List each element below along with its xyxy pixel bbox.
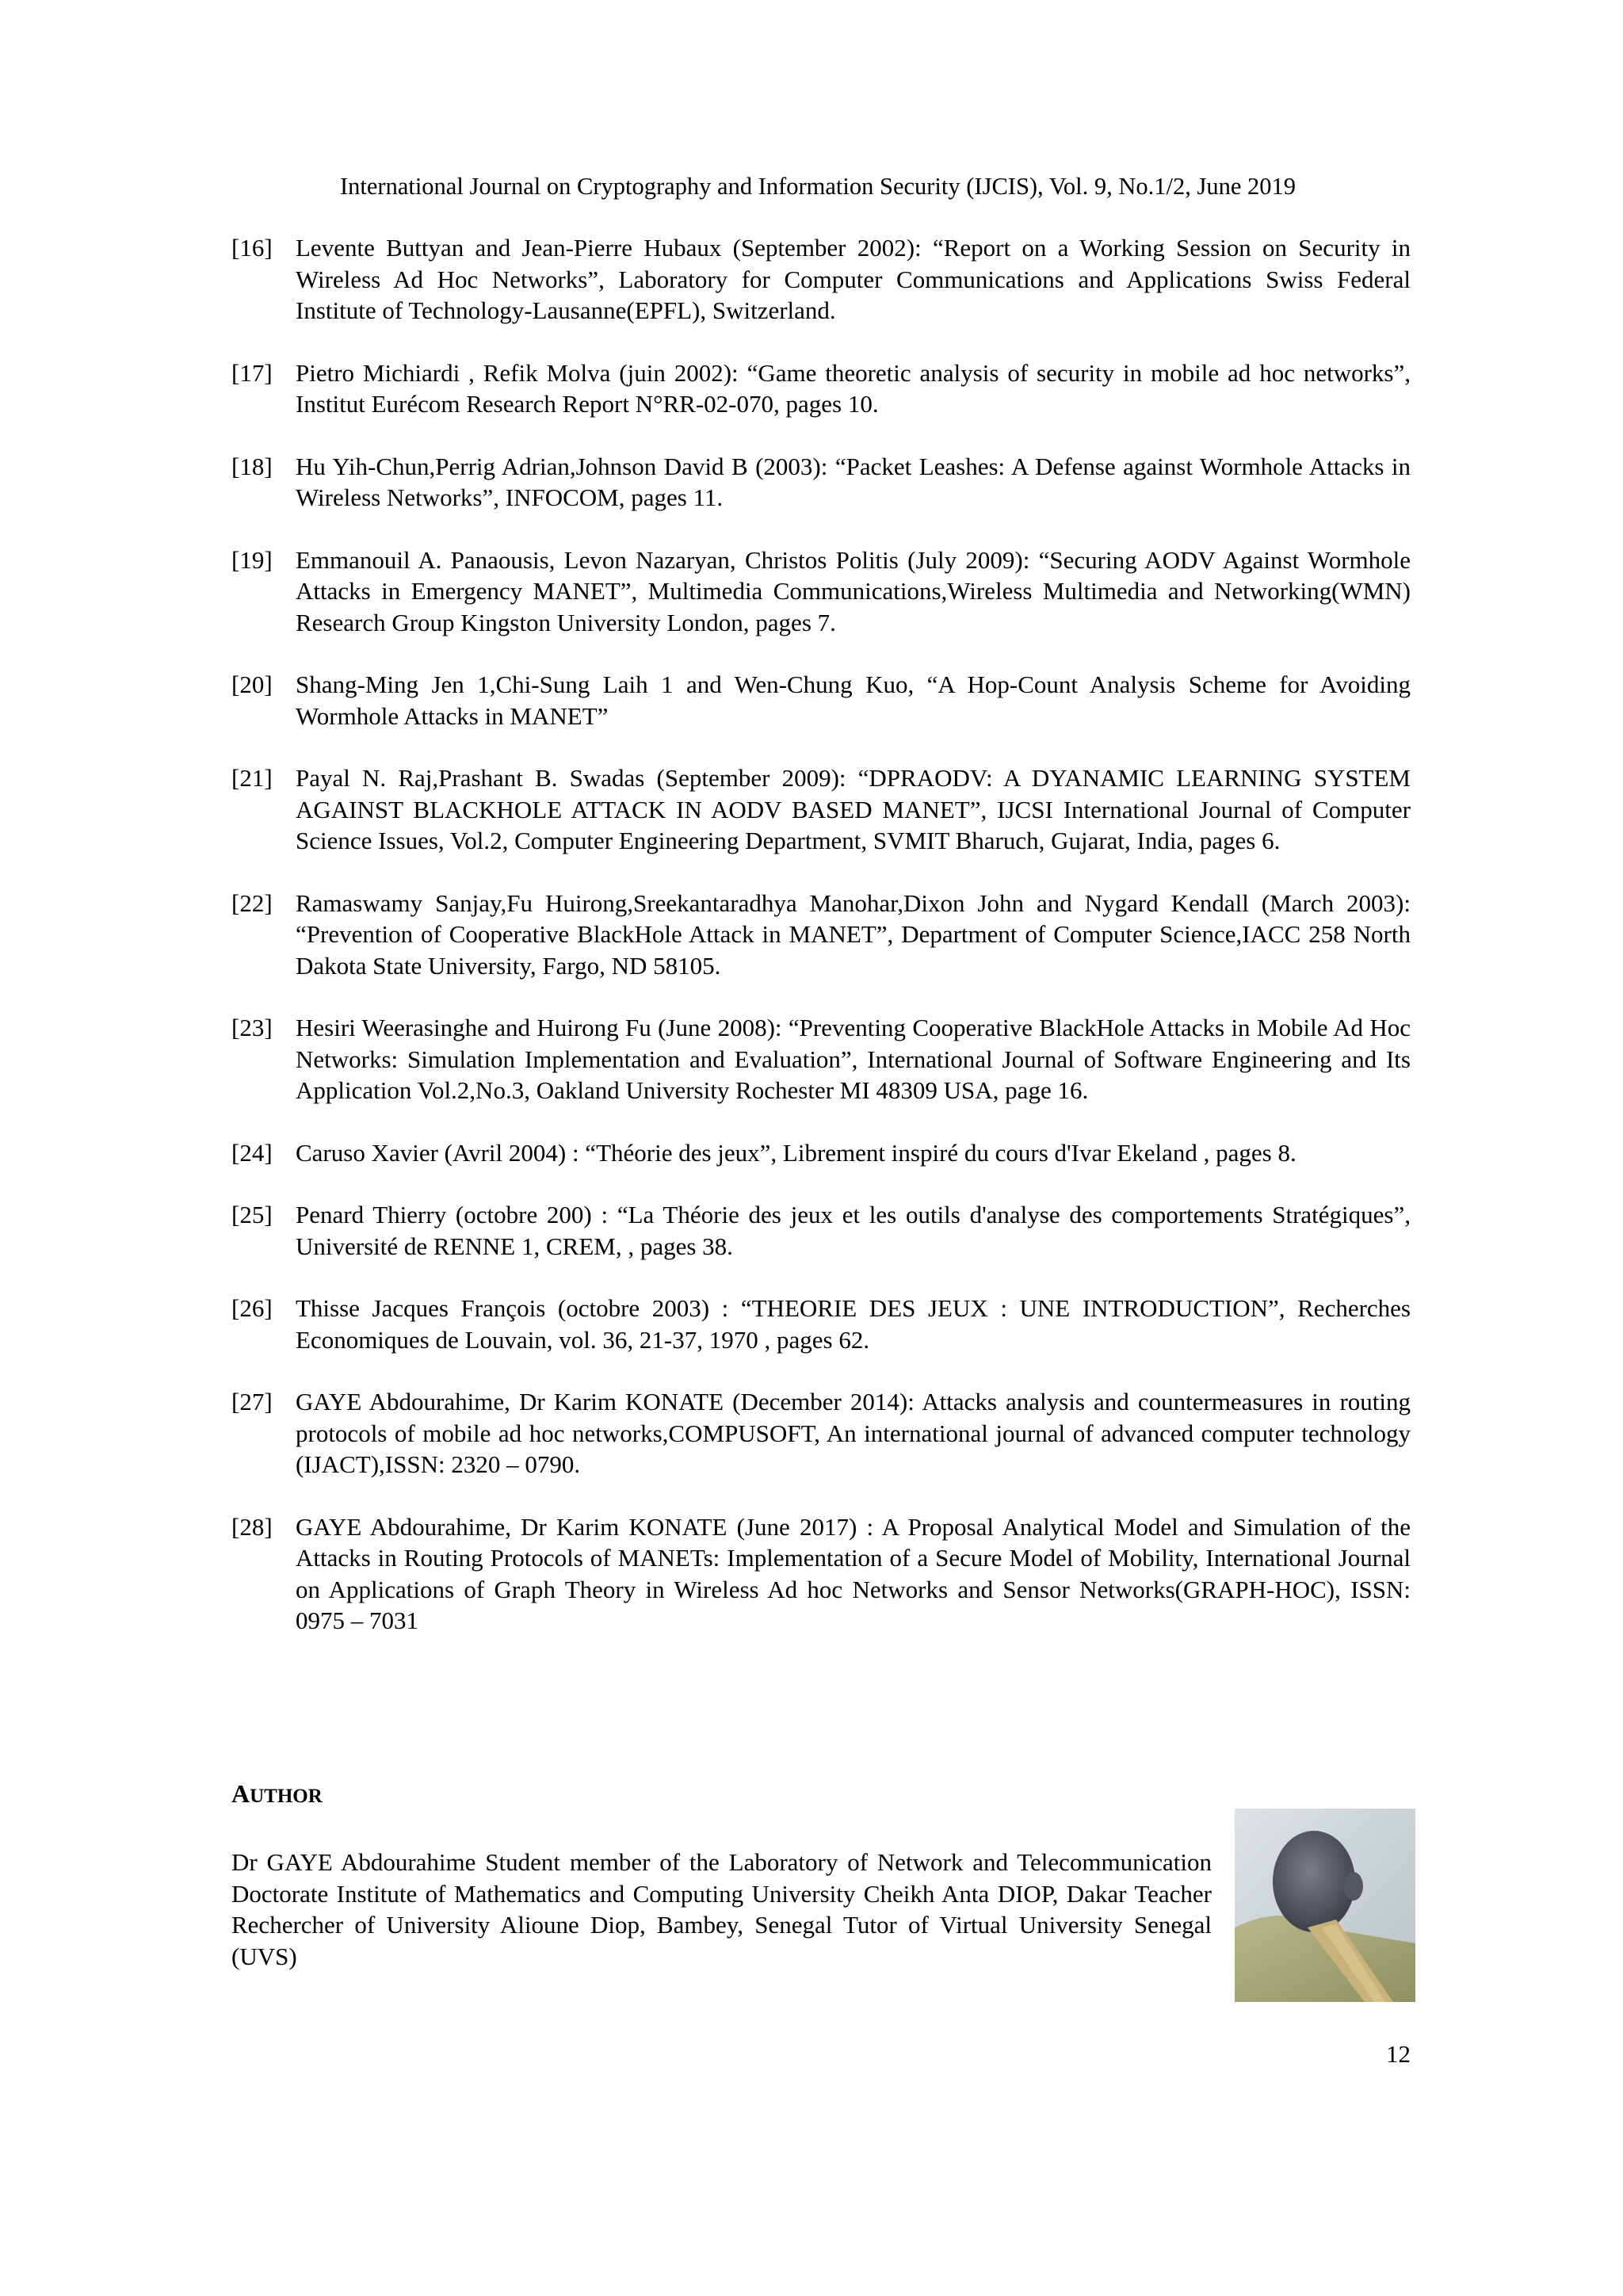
reference-text: Pietro Michiardi , Refik Molva (juin 2002): “Game theoretic analysis of security in mobile ad hoc networks”, Institut Eurécom Research Report N°RR-02-070, pages 10. xyxy=(296,358,1411,418)
reference-item xyxy=(231,357,1411,420)
reference-item xyxy=(231,669,1411,732)
reference-item xyxy=(231,1199,1411,1262)
reference-item xyxy=(231,1293,1411,1355)
reference-text: GAYE Abdourahime, Dr Karim KONATE (December 2014): Attacks analysis and countermeasures in routing protocols of mobile ad hoc networks,COMPUSOFT, An international journal of advanced computer technology (IJACT),ISSN: 2320 – 0790. xyxy=(296,1388,1411,1478)
reference-item xyxy=(231,1386,1411,1480)
reference-text: Hu Yih-Chun,Perrig Adrian,Johnson David B (2003): “Packet Leashes: A Defense against Wormhole Attacks in Wireless Networks”, INFOCOM, pages 11. xyxy=(296,452,1411,511)
author-heading-rest: UTHOR xyxy=(250,1786,323,1807)
reference-item xyxy=(231,451,1411,514)
reference-list xyxy=(231,232,1411,1668)
running-header: International Journal on Cryptography and Information Security (IJCIS), Vol. 9, No.1/2, June 2019 xyxy=(340,173,1296,200)
reference-text: Thisse Jacques François (octobre 2003) : “THEORIE DES JEUX : UNE INTRODUCTION”, Recherches Economiques de Louvain, vol. 36, 21-37, 1970 , pages 62. xyxy=(296,1294,1411,1354)
reference-number: [19] xyxy=(231,545,273,574)
reference-text: Levente Buttyan and Jean-Pierre Hubaux (September 2002): “Report on a Working Session on Security in Wireless Ad Hoc Networks”, Laboratory for Computer Communications and Applications Swiss Federal Institute of Technology-Lausanne(EPFL), Switzerland. xyxy=(296,234,1411,324)
reference-item xyxy=(231,544,1411,639)
reference-number: [23] xyxy=(231,1014,273,1041)
reference-number: [20] xyxy=(231,670,273,698)
reference-text: Ramaswamy Sanjay,Fu Huirong,Sreekantaradhya Manohar,Dixon John and Nygard Kendall (March 2003): “Prevention of Cooperative BlackHole Attack in MANET”, Department of Computer Science,IACC 258 North Dakota State University, Fargo, ND 58105. xyxy=(296,888,1411,980)
reference-number: [17] xyxy=(231,358,273,387)
author-bio: Dr GAYE Abdourahime Student member of the Laboratory of Network and Telecommunication Doctorate Institute of Mathematics and Computing University Cheikh Anta DIOP, Dakar Teacher Rechercher of University Alioune Diop, Bambey, Senegal Tutor of Virtual University Senegal (UVS) xyxy=(231,1848,1212,1970)
reference-number: [18] xyxy=(231,452,273,480)
reference-item xyxy=(231,1012,1411,1106)
author-heading-initial: A xyxy=(231,1779,250,1808)
page-number: 12 xyxy=(1386,2040,1411,2068)
reference-number: [27] xyxy=(231,1388,273,1415)
author-heading xyxy=(231,1778,323,1813)
author-portrait-image xyxy=(1235,1809,1415,2002)
reference-text: Emmanouil A. Panaousis, Levon Nazaryan, Christos Politis (July 2009): “Securing AODV Against Wormhole Attacks in Emergency MANET”, Multimedia Communications,Wireless Multimedia and Networking(WMN) Research Group Kingston University London, pages 7. xyxy=(296,545,1411,636)
reference-number: [25] xyxy=(231,1201,273,1228)
reference-number: [26] xyxy=(231,1294,273,1322)
reference-number: [28] xyxy=(231,1512,273,1541)
reference-item xyxy=(231,1511,1411,1637)
reference-number: [16] xyxy=(231,234,273,262)
reference-number: [24] xyxy=(231,1138,273,1167)
reference-number: [21] xyxy=(231,764,273,792)
reference-item xyxy=(231,232,1411,327)
reference-text: GAYE Abdourahime, Dr Karim KONATE (June 2017) : A Proposal Analytical Model and Simulation of the Attacks in Routing Protocols of MANETs: Implementation of a Secure Model of Mobility, International Journal on Applications of Graph Theory in Wireless Ad hoc Networks and Sensor Networks(GRAPH-HOC), ISSN: 0975 – 7031 xyxy=(296,1512,1411,1634)
reference-text: Shang-Ming Jen 1,Chi-Sung Laih 1 and Wen-Chung Kuo, “A Hop-Count Analysis Scheme for Avoiding Wormhole Attacks in MANET” xyxy=(296,670,1411,730)
reference-item xyxy=(231,888,1411,982)
reference-text: Payal N. Raj,Prashant B. Swadas (September 2009): “DPRAODV: A DYANAMIC LEARNING SYSTEM AGAINST BLACKHOLE ATTACK IN AODV BASED MANET”, IJCSI International Journal of Computer Science Issues, Vol.2, Computer Engineering Department, SVMIT Bharuch, Gujarat, India, pages 6. xyxy=(296,764,1411,854)
reference-text: Caruso Xavier (Avril 2004) : “Théorie des jeux”, Librement inspiré du cours d'Ivar Ekeland , pages 8. xyxy=(296,1138,1296,1167)
reference-text: Penard Thierry (octobre 200) : “La Théorie des jeux et les outils d'analyse des comportements Stratégiques”, Université de RENNE 1, CREM, , pages 38. xyxy=(296,1201,1411,1260)
reference-item xyxy=(231,762,1411,857)
reference-item xyxy=(231,1137,1411,1169)
author-photo xyxy=(1235,1809,1415,2002)
reference-text: Hesiri Weerasinghe and Huirong Fu (June 2008): “Preventing Cooperative BlackHole Attacks in Mobile Ad Hoc Networks: Simulation Implementation and Evaluation”, International Journal of Software Engineering and Its Application Vol.2,No.3, Oakland University Rochester MI 48309 USA, page 16. xyxy=(296,1014,1411,1104)
reference-number: [22] xyxy=(231,888,273,917)
